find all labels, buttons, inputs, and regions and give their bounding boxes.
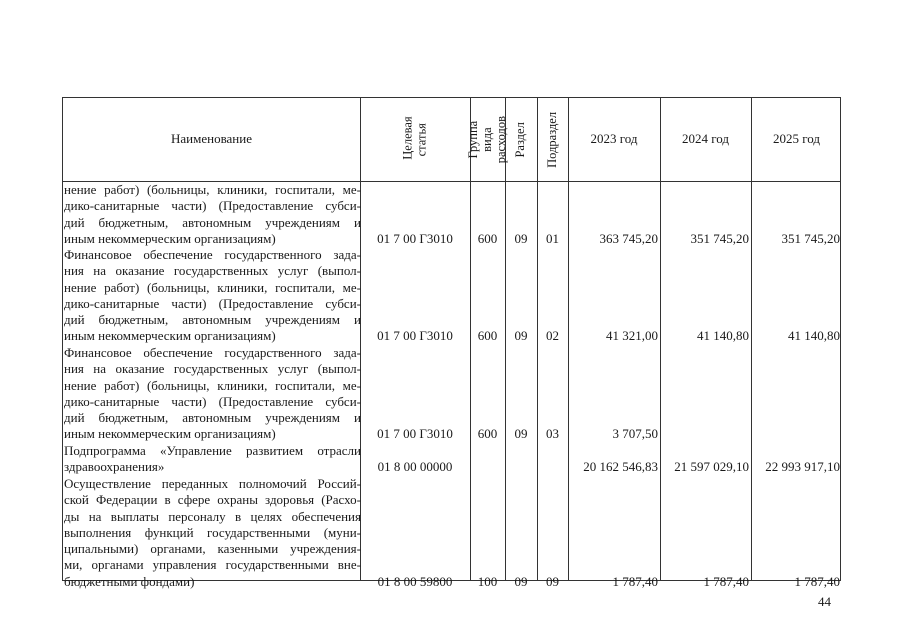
page-number: 44 [818,594,831,609]
row-5-group: 100 [477,574,498,589]
row-1-2023: 363 745,20 [599,231,658,246]
row-2-group: 600 [477,328,498,343]
row-1-2024: 351 745,20 [690,231,749,246]
row-2-subsection: 02 [546,328,559,343]
row-name-4: Подпрограмма «Управление развитием отрасли здравоохранения» [64,443,361,475]
row-3-section: 09 [514,426,528,441]
row-1-section: 09 [514,231,528,246]
row-4-2024: 21 597 029,10 [674,459,749,474]
row-2-2025: 41 140,80 [788,328,840,343]
row-2-target: 01 7 00 Г3010 [377,328,453,343]
row-5-subsection: 09 [546,574,559,589]
row-name-1: нение работ) (больницы, клиники, госпитали, ме- дико-санитарные части) (Предоставление субси- дий бюджетным, автономным учреждениям и иным некоммерческим организациям) [64,182,361,246]
row-name-5: Осуществление переданных полномочий Россий- ской Федерации в сфере охраны здоровья (Расхо- ды на выплаты персоналу в целях обеспечения выполнения функций государственными (муни- ципальными) органами, казенными учреждения- ми, органами управления государственными вне- бюджетными фондами) [64,476,361,589]
row-5-2025: 1 787,40 [794,574,840,589]
row-4-2025: 22 993 917,10 [765,459,840,474]
row-4-target: 01 8 00 00000 [377,459,453,474]
row-3-subsection: 03 [546,426,559,441]
row-1-target: 01 7 00 Г3010 [377,231,453,246]
row-5-target: 01 8 00 59800 [377,574,453,589]
header-year-2023: 2023 год [590,131,638,147]
header-name: Наименование [171,131,252,147]
header-subsection: Подраздел [544,111,559,168]
row-name-2: Финансовое обеспечение государственного зада- ния на оказание государственных услуг (выпол- нение работ) (больницы, клиники, госпитали, ме- дико-санитарные части) (Предоставление субси- дий бюджетным, автономным учреждениям и иным некоммерческим организациям) [64,247,361,344]
row-3-group: 600 [477,426,498,441]
row-3-2023: 3 707,50 [612,426,658,441]
header-section: Раздел [513,121,528,158]
row-2-2024: 41 140,80 [697,328,749,343]
header-expense-group: Группа вида расходов [465,115,508,164]
row-name-3: Финансовое обеспечение государственного зада- ния на оказание государственных услуг (выпол- нение работ) (больницы, клиники, госпитали, ме- дико-санитарные части) (Предоставление субси- дий бюджетным, автономным учреждениям и иным некоммерческим организациям) [64,345,361,442]
row-3-target: 01 7 00 Г3010 [377,426,453,441]
row-1-group: 600 [477,231,498,246]
row-2-section: 09 [514,328,528,343]
row-5-2023: 1 787,40 [612,574,658,589]
row-1-2025: 351 745,20 [781,231,840,246]
row-5-2024: 1 787,40 [703,574,749,589]
row-1-subsection: 01 [546,231,559,246]
budget-table [62,97,841,589]
row-2-2023: 41 321,00 [606,328,658,343]
header-year-2024: 2024 год [682,131,729,147]
row-4-2023: 20 162 546,83 [583,459,658,474]
header-target-article: Целевая статья [400,116,428,160]
header-year-2025: 2025 год [773,131,820,147]
row-5-section: 09 [514,574,528,589]
